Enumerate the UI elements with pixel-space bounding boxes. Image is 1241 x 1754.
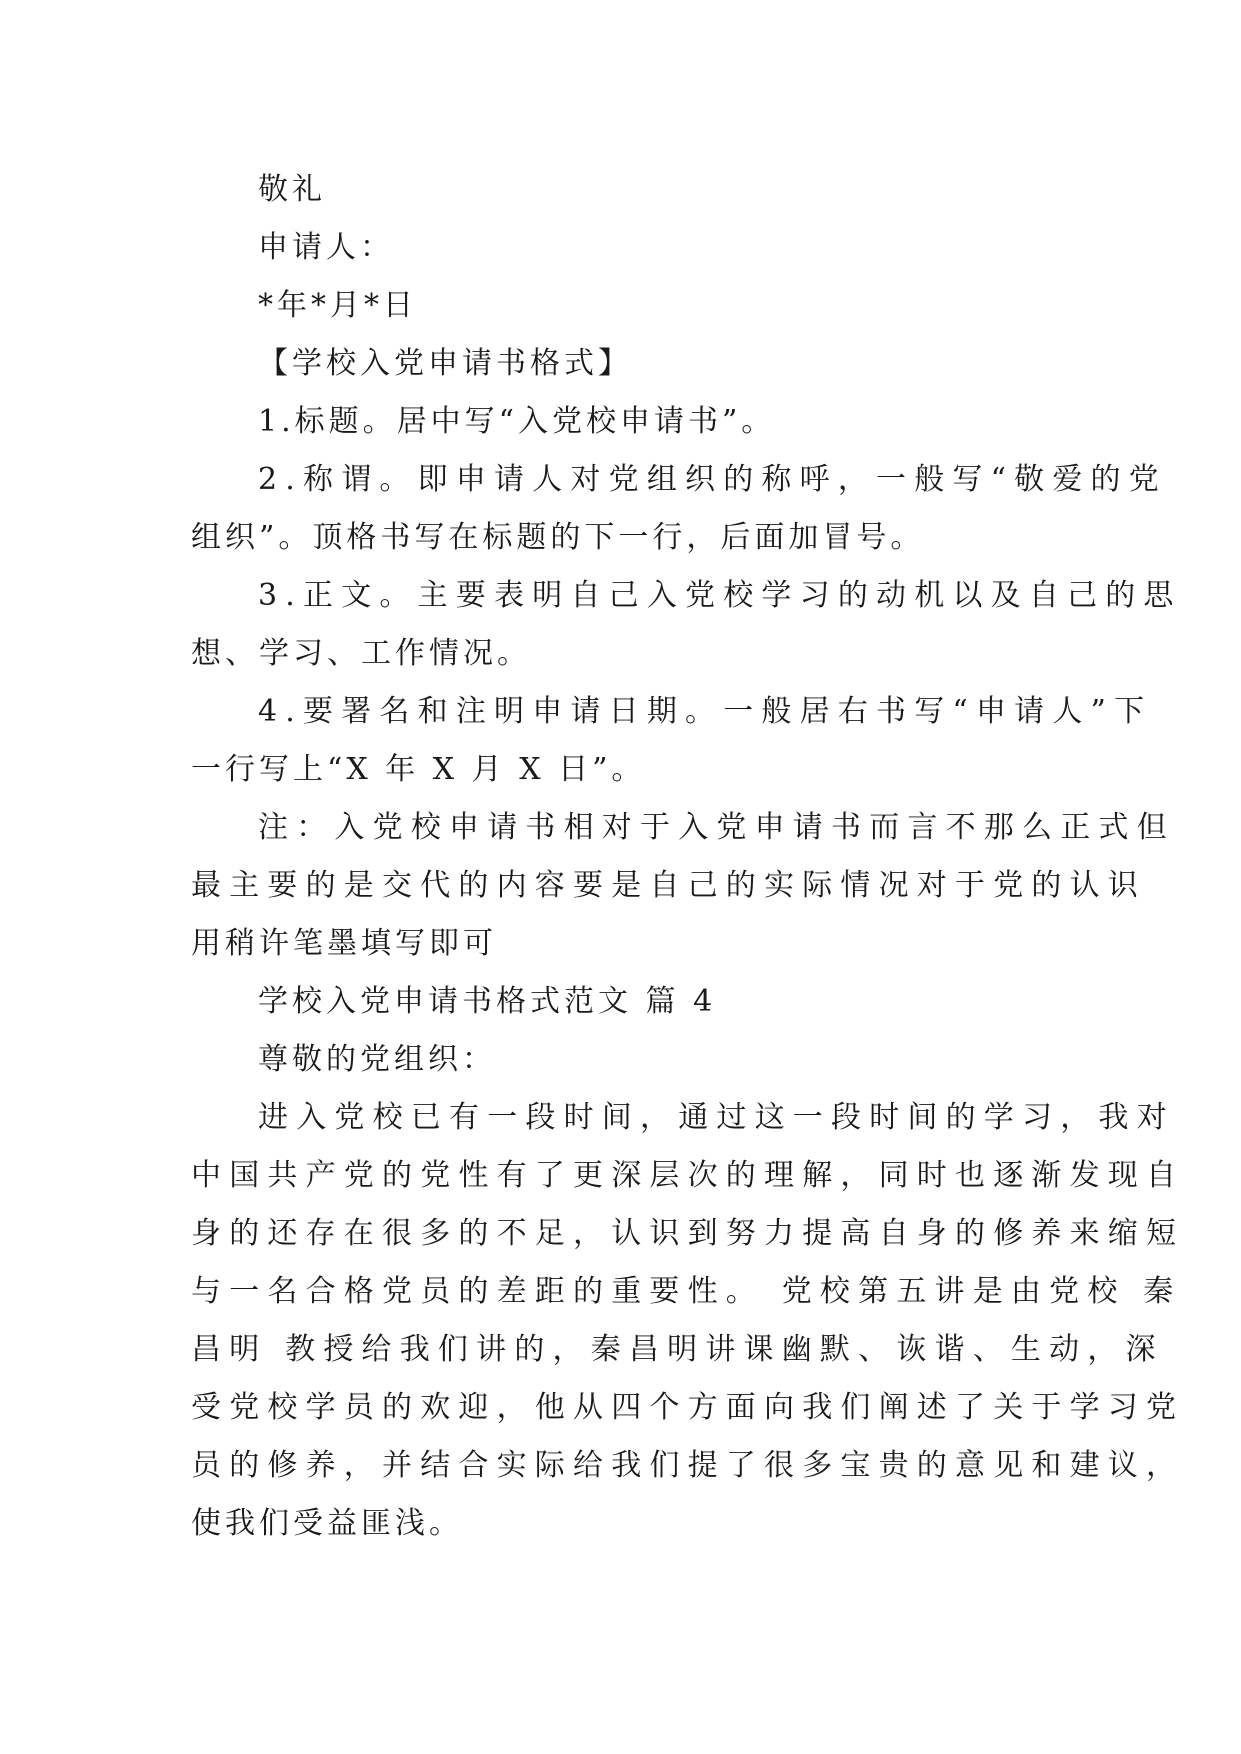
format-item-body: 3.正文。主要表明自己入党校学习的动机以及自己的思 [258, 578, 1182, 613]
closing-salutation: 敬礼 [258, 172, 326, 207]
letter-salutation: 尊敬的党组织： [258, 1042, 496, 1077]
letter-body-line: 昌明 教授给我们讲的，秦昌明讲课幽默、诙谐、生动，深 [191, 1332, 1164, 1367]
applicant-label: 申请人： [258, 230, 394, 265]
format-item-salutation: 2.称谓。即申请人对党组织的称呼，一般写“敬爱的党 [258, 462, 1167, 497]
format-item-title: 1.标题。居中写“入党校申请书”。 [258, 404, 776, 439]
format-item-salutation-cont: 组织”。顶格书写在标题的下一行，后面加冒号。 [191, 520, 925, 555]
format-item-signature-cont: 一行写上“X 年 X 月 X 日”。 [191, 752, 646, 787]
format-item-body-cont: 想、学习、工作情况。 [191, 636, 531, 671]
note-paragraph: 注：入党校申请书相对于入党申请书而言不那么正式但 [258, 810, 1175, 845]
letter-body-line: 进入党校已有一段时间，通过这一段时间的学习，我对 [258, 1100, 1175, 1135]
section-heading: 【学校入党申请书格式】 [258, 346, 632, 381]
letter-body-line: 员的修养，并结合实际给我们提了很多宝贵的意见和建议， [191, 1448, 1185, 1483]
format-item-signature: 4.要署名和注明申请日期。一般居右书写“申请人”下 [258, 694, 1153, 729]
letter-body-line: 使我们受益匪浅。 [191, 1506, 463, 1541]
letter-body-line: 与一名合格党员的差距的重要性。 党校第五讲是由党校 秦 [191, 1274, 1182, 1309]
letter-body-line: 中国共产党的党性有了更深层次的理解，同时也逐渐发现自 [191, 1158, 1185, 1193]
sample-heading: 学校入党申请书格式范文 篇 4 [258, 984, 717, 1019]
letter-body-line: 身的还存在很多的不足，认识到努力提高自身的修养来缩短 [191, 1216, 1185, 1251]
date-line: *年*月*日 [258, 288, 417, 323]
note-paragraph-cont: 最主要的是交代的内容要是自己的实际情况对于党的认识 [191, 868, 1146, 903]
note-paragraph-end: 用稍许笔墨填写即可 [191, 926, 497, 961]
letter-body-line: 受党校学员的欢迎，他从四个方面向我们阐述了关于学习党 [191, 1390, 1185, 1425]
